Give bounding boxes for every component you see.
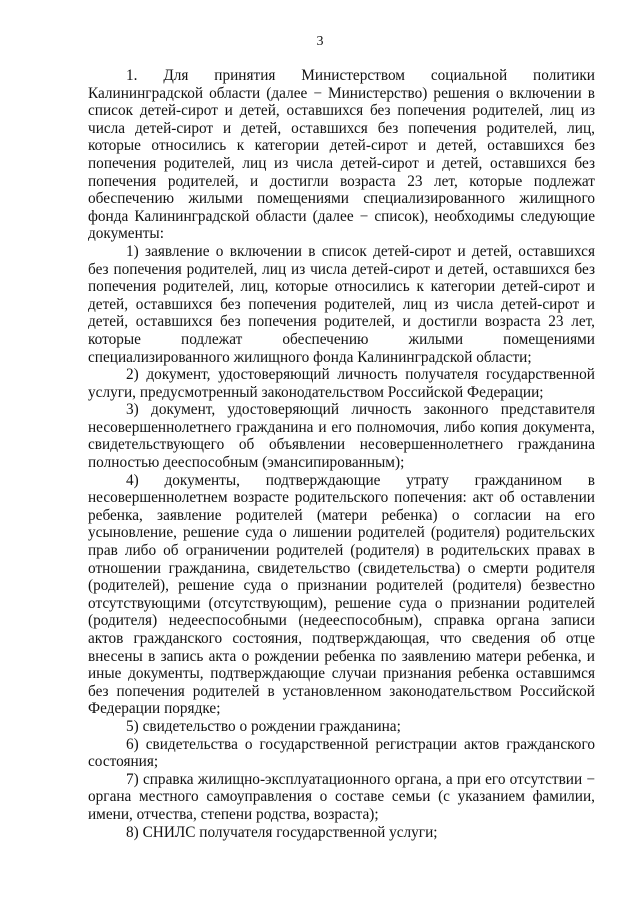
paragraph-subitem-7: 7) справка жилищно-эксплуатационного органа, а при его отсутствии − органа местного самоуправления о составе семьи (с указанием фамилии, имени, отчества, степени родства, возраста); (88, 770, 595, 823)
paragraph-subitem-5: 5) свидетельство о рождении гражданина; (126, 717, 401, 735)
paragraph-subitem-1: 1) заявление о включении в список детей-сирот и детей, оставшихся без попечения родителей, лиц из числа детей-сирот и детей, оставшихся без попечения родителей, лиц, которые относились к категории детей-сирот и детей, оставшихся без попечения родителей, лиц из числа детей-сирот и детей, оставшихся без попечения родителей, и достигли возраста 23 лет, которые подлежат обеспечению жилыми помещениями специализированного жилищного фонда Калининградской области; (88, 242, 595, 366)
paragraph-subitem-3: 3) документ, удостоверяющий личность законного представителя несовершеннолетнего гражданина и его полномочия, либо копия документа, свидетельствующего об объявлении несовершеннолетнего гражданина полностью дееспособным (эмансипированным); (88, 401, 595, 472)
paragraph-subitem-6: 6) свидетельства о государственной регистрации актов гражданского состояния; (88, 735, 595, 771)
paragraph-subitem-2: 2) документ, удостоверяющий личность получателя государственной услуги, предусмотренный законодательством Российской Федерации; (88, 366, 595, 401)
paragraph-subitem-8: 8) СНИЛС получателя государственной услуги; (126, 823, 438, 841)
document-body (88, 67, 595, 841)
paragraph-item-1-intro: 1. Для принятия Министерством социальной политики Калининградской области (далее − Министерство) решения о включении в список детей-сирот и детей, оставшихся без попечения родителей, лиц из числа детей-сирот и детей, оставшихся без попечения родителей, лиц, которые относились к категории детей-сирот и детей, оставшихся без попечения родителей, лиц из числа детей-сирот и детей, оставшихся без попечения родителей, и достигли возраста 23 лет, которые подлежат обеспечению жилыми помещениями специализированного жилищного фонда Калининградской области (далее − список), необходимы следующие документы: (88, 67, 595, 243)
paragraph-subitem-4: 4) документы, подтверждающие утрату гражданином в несовершеннолетнем возрасте родительского попечения: акт об оставлении ребенка, заявление родителей (матери ребенка) о согласии на его усыновление, решение суда о лишении родителей (родителя) родительских прав либо об ограничении родителей (родителя) в родительских правах в отношении гражданина, свидетельство (свидетельства) о смерти родителя (родителей), решение суда о признании родителей (родителя) безвестно отсутствующими (отсутствующим), решение суда о признании родителей (родителя) недееспособными (недееспособным), справка органа записи актов гражданского состояния, подтверждающая, что сведения об отце внесены в запись акта о рождении ребенка по заявлению матери ребенка, и иные документы, подтверждающие случаи признания ребенка оставшимся без попечения родителей в установленном законодательством Российской Федерации порядке; (88, 471, 595, 718)
page-number: 3 (316, 34, 324, 49)
